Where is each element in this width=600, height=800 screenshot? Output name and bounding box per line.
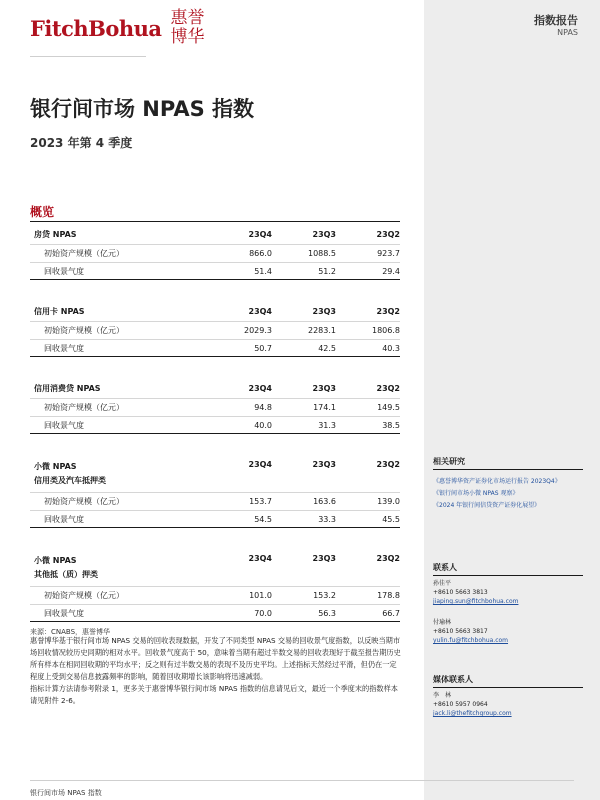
overview-heading: 概览 <box>30 205 55 219</box>
body-paragraph: 惠誉博华基于银行间市场 NPAS 交易的回收表现数据，开发了不同类型 NPAS 交易的回收景气度指数，以反映当期市场回收情况较历史同期的相对水平。回收景气度高于 50，意味着当期有超过半数交易的回收表现好于截至报告期历史所有样本在相同回收期的平均水平；反之则有过半数交易的表现不及历史平均。上述指标天然经过平滑，但仍在一定程度上受到交易信息披露频率的影响，随着回收期增长该影响将迅速减弱。 <box>30 636 401 681</box>
table-row <box>30 244 400 262</box>
contact-phone: +8610 5663 3817 <box>433 628 488 635</box>
logo-chinese-seal: 惠誉博华 <box>170 8 205 47</box>
table-mortgage <box>30 224 400 280</box>
research-link[interactable]: 《2024 年银行间信贷资产证券化展望》 <box>433 502 541 509</box>
overview-divider <box>30 221 400 222</box>
period-col: 23Q2 <box>376 554 400 563</box>
report-subtype: NPAS <box>557 28 578 37</box>
table-row <box>30 398 400 416</box>
period-col: 23Q3 <box>312 230 336 239</box>
cell-value: 1806.8 <box>372 326 400 335</box>
cell-value: 33.3 <box>318 514 336 524</box>
cell-value: 66.7 <box>382 608 400 618</box>
row-label: 回收景气度 <box>44 266 84 276</box>
row-label: 初始资产规模（亿元） <box>44 326 124 335</box>
cell-value: 50.7 <box>254 343 272 353</box>
cell-value: 38.5 <box>382 420 400 430</box>
contact-name: 付瑜林 <box>433 619 452 626</box>
research-link[interactable]: 《银行间市场小微 NPAS 观察》 <box>433 490 519 497</box>
cell-value: 866.0 <box>249 249 272 258</box>
contacts-divider <box>433 575 583 576</box>
npas-tables <box>30 224 400 637</box>
table-row <box>30 604 400 622</box>
period-col: 23Q4 <box>248 307 272 316</box>
table-header <box>30 378 400 398</box>
cell-value: 31.3 <box>318 420 336 430</box>
cell-value: 51.2 <box>318 266 336 276</box>
table-consumer-loan <box>30 378 400 434</box>
cell-value: 923.7 <box>377 249 400 258</box>
period-col: 23Q2 <box>376 460 400 469</box>
contact-card <box>433 579 518 606</box>
table-row <box>30 339 400 357</box>
contact-name: 李 林 <box>433 692 452 699</box>
cell-value: 94.8 <box>254 403 272 412</box>
body-text <box>30 635 402 707</box>
footer-divider <box>30 780 574 781</box>
contact-email[interactable]: jiaping.sun@fitchbohua.com <box>433 598 519 605</box>
cell-value: 56.3 <box>318 608 336 618</box>
table-header <box>30 301 400 321</box>
contact-phone: +8610 5663 3813 <box>433 589 488 596</box>
company-logo <box>30 8 208 48</box>
cell-value: 42.5 <box>318 343 336 353</box>
table-name: 信用卡 NPAS <box>34 307 85 316</box>
table-name: 房贷 NPAS <box>34 230 77 239</box>
row-label: 初始资产规模（亿元） <box>44 403 124 412</box>
research-link[interactable]: 《惠誉博华资产证券化市场运行报告 2023Q4》 <box>433 478 561 485</box>
body-paragraph: 指标计算方法请参考附录 1，更多关于惠誉博华银行间市场 NPAS 指数的信息请见后文，最近一个季度末的指数样本请见附件 2-6。 <box>30 684 398 705</box>
cell-value: 45.5 <box>382 514 400 524</box>
period-col: 23Q3 <box>312 460 336 469</box>
media-contacts-divider <box>433 687 583 688</box>
period-col: 23Q3 <box>312 307 336 316</box>
table-row <box>30 262 400 280</box>
table-smb-other-collateral <box>30 549 400 622</box>
table-header <box>30 549 400 586</box>
cell-value: 153.2 <box>313 591 336 600</box>
period-col: 23Q2 <box>376 307 400 316</box>
contact-phone: +8610 5957 0964 <box>433 701 488 708</box>
related-research-heading: 相关研究 <box>433 457 465 466</box>
related-research-divider <box>433 469 583 470</box>
media-contact-card <box>433 691 512 718</box>
contacts-heading: 联系人 <box>433 563 457 572</box>
table-name: 信用消费贷 NPAS <box>34 384 101 393</box>
row-label: 回收景气度 <box>44 343 84 353</box>
media-contacts-heading: 媒体联系人 <box>433 675 473 684</box>
period-col: 23Q4 <box>248 384 272 393</box>
cell-value: 51.4 <box>254 266 272 276</box>
cell-value: 2029.3 <box>244 326 272 335</box>
cell-value: 178.8 <box>377 591 400 600</box>
cell-value: 40.0 <box>254 420 272 430</box>
table-row <box>30 510 400 528</box>
cell-value: 153.7 <box>249 497 272 506</box>
row-label: 回收景气度 <box>44 420 84 430</box>
contact-name: 孙佳平 <box>433 580 452 587</box>
table-row <box>30 492 400 510</box>
row-label: 初始资产规模（亿元） <box>44 497 124 506</box>
row-label: 回收景气度 <box>44 608 84 618</box>
table-row <box>30 586 400 604</box>
logo-text: FitchBohua <box>30 15 162 41</box>
cell-value: 2283.1 <box>308 326 336 335</box>
cell-value: 163.6 <box>313 497 336 506</box>
cell-value: 139.0 <box>377 497 400 506</box>
page-footer: 银行间市场 NPAS 指数 <box>30 789 102 797</box>
cell-value: 174.1 <box>313 403 336 412</box>
period-col: 23Q2 <box>376 384 400 393</box>
period-col: 23Q3 <box>312 384 336 393</box>
contact-email[interactable]: jack.li@thefitchgroup.com <box>433 710 512 717</box>
report-type: 指数报告 <box>534 14 578 27</box>
cell-value: 54.5 <box>254 514 272 524</box>
table-source-note: 来源：CNABS，惠誉博华 <box>30 628 111 636</box>
period-col: 23Q4 <box>248 230 272 239</box>
cell-value: 101.0 <box>249 591 272 600</box>
period-col: 23Q2 <box>376 230 400 239</box>
table-smb-credit-auto <box>30 455 400 528</box>
table-row <box>30 321 400 339</box>
row-label: 初始资产规模（亿元） <box>44 249 124 258</box>
cell-value: 70.0 <box>254 608 272 618</box>
period-col: 23Q3 <box>312 554 336 563</box>
table-credit-card <box>30 301 400 357</box>
table-name-sub: 信用类及汽车抵押类 <box>34 476 106 485</box>
cell-value: 29.4 <box>382 266 400 276</box>
period-col: 23Q4 <box>248 460 272 469</box>
logo-divider <box>30 56 146 57</box>
cell-value: 40.3 <box>382 343 400 353</box>
cell-value: 149.5 <box>377 403 400 412</box>
related-research-list <box>433 476 593 512</box>
table-name-sub: 其他抵（质）押类 <box>34 570 98 579</box>
contact-card <box>433 618 508 645</box>
row-label: 初始资产规模（亿元） <box>44 591 124 600</box>
table-row <box>30 416 400 434</box>
table-header <box>30 224 400 244</box>
period-col: 23Q4 <box>248 554 272 563</box>
page-subtitle: 2023 年第 4 季度 <box>30 136 133 150</box>
cell-value: 1088.5 <box>308 249 336 258</box>
row-label: 回收景气度 <box>44 514 84 524</box>
table-header <box>30 455 400 492</box>
contact-email[interactable]: yulin.fu@fitchbohua.com <box>433 637 509 644</box>
table-name: 小微 NPAS <box>34 462 77 471</box>
table-name: 小微 NPAS <box>34 556 77 565</box>
page-title: 银行间市场 NPAS 指数 <box>30 97 255 121</box>
